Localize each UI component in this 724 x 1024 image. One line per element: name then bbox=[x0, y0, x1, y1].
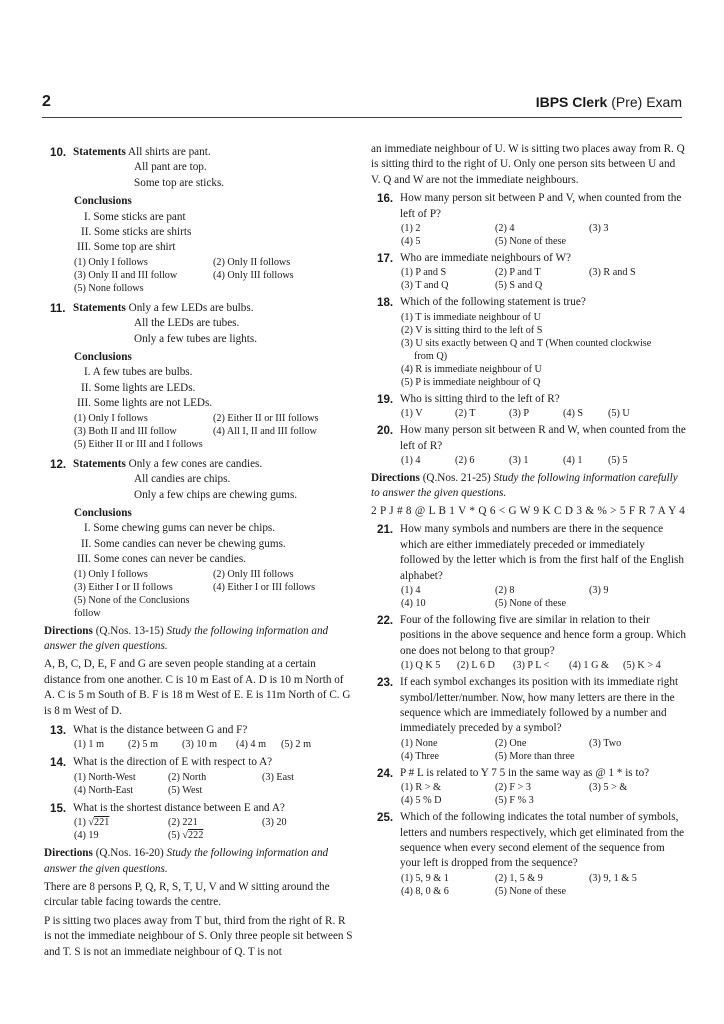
question-23 bbox=[371, 675, 686, 763]
question-text: How many symbols and numbers are there in the sequence which are either immediately preceded or immediately followed by the letter which is from the first half of the English alphabet? bbox=[400, 523, 684, 582]
option[interactable]: (1) P and S bbox=[401, 267, 447, 279]
option[interactable]: (1) None bbox=[401, 737, 438, 749]
option[interactable]: (3) P L < bbox=[513, 660, 550, 672]
option[interactable]: (5) √222 bbox=[168, 830, 204, 842]
option[interactable]: (5) S and Q bbox=[495, 280, 543, 292]
option[interactable]: (2) Only III follows bbox=[213, 568, 294, 580]
left-column bbox=[44, 142, 354, 960]
option[interactable]: (5) P is immediate neighbour of Q bbox=[401, 376, 541, 388]
option[interactable]: (3) 9 bbox=[589, 584, 609, 596]
answer-options bbox=[401, 584, 686, 610]
book-title-bold: IBPS Clerk bbox=[535, 94, 608, 110]
question-number: 19. bbox=[377, 392, 394, 406]
option[interactable]: (1) √221 bbox=[74, 817, 110, 829]
question-13 bbox=[44, 723, 354, 751]
answer-options bbox=[74, 256, 354, 295]
answer-options bbox=[401, 454, 686, 467]
option[interactable]: (4) Three bbox=[401, 750, 439, 762]
option[interactable]: (5) 5 bbox=[608, 455, 628, 467]
option[interactable]: (2) P and T bbox=[495, 267, 541, 279]
question-text: Four of the following five are similar in relation to their positions in the above sequence and hence form a group. Which one does not belong to that group? bbox=[400, 613, 686, 657]
header-rule bbox=[42, 117, 682, 118]
question-number: 21. bbox=[377, 523, 394, 537]
option[interactable]: (4) 1 G & bbox=[569, 660, 609, 672]
option[interactable]: (5) More than three bbox=[495, 750, 575, 762]
option[interactable]: (3) R and S bbox=[589, 267, 636, 279]
statements: Statements Only a few cones are candies. bbox=[73, 457, 263, 470]
statements: Statements All shirts are pant. bbox=[73, 146, 211, 158]
question-text: Who is sitting third to the left of R? bbox=[400, 392, 560, 405]
answer-options bbox=[401, 266, 686, 292]
answer-options bbox=[401, 737, 686, 763]
option[interactable]: (3) Only II and III follow bbox=[74, 269, 178, 281]
question-number: 10. bbox=[50, 146, 67, 159]
question-number: 23. bbox=[377, 676, 394, 690]
question-number: 11. bbox=[50, 301, 66, 315]
answer-options bbox=[401, 407, 686, 420]
option[interactable]: (5) None of these bbox=[495, 597, 567, 609]
option[interactable]: (1) 1 m bbox=[74, 739, 104, 751]
page-number: 2 bbox=[42, 93, 51, 110]
option[interactable]: (4) North-East bbox=[74, 784, 134, 796]
option[interactable]: (4) 8, 0 & 6 bbox=[401, 885, 449, 897]
conclusion: I. A few tubes are bulbs. bbox=[84, 366, 193, 379]
question-number: 15. bbox=[50, 801, 67, 815]
statement-line: Only a few chips are chewing gums. bbox=[134, 488, 298, 501]
option[interactable]: (3) Either I or II follows bbox=[74, 581, 173, 593]
option[interactable]: (2) V is sitting third to the left of S bbox=[401, 324, 543, 336]
option[interactable]: (4) S bbox=[563, 408, 584, 420]
question-22 bbox=[371, 613, 686, 672]
option[interactable]: (4) Either I or III follows bbox=[213, 581, 316, 593]
right-column bbox=[371, 142, 686, 898]
option[interactable]: (5) K > 4 bbox=[623, 660, 661, 672]
passage: A, B, C, D, E, F and G are seven people standing at a certain distance from one another. C is 10 m East of A. D is 10 m North of A. C is 5 m South of B. F is 18 m West of E. E is 11m North of C. G is 8 m West of D. bbox=[44, 658, 351, 717]
page-header bbox=[42, 93, 682, 115]
option[interactable]: (5) None of these bbox=[495, 885, 567, 897]
question-number: 20. bbox=[377, 424, 394, 438]
conclusion: III. Some lights are not LEDs. bbox=[77, 397, 213, 410]
option[interactable]: (3) 9, 1 & 5 bbox=[589, 872, 637, 884]
question-number: 14. bbox=[50, 756, 67, 770]
option[interactable]: (4) 10 bbox=[401, 597, 426, 609]
question-number: 22. bbox=[377, 613, 394, 627]
option[interactable]: (1) T is immediate neighbour of U bbox=[401, 311, 541, 323]
option[interactable]: (5) None of the Conclusions follow bbox=[74, 594, 190, 619]
conclusion: II. Some sticks are shirts bbox=[81, 226, 192, 239]
answer-options bbox=[401, 781, 686, 807]
question-number: 13. bbox=[50, 723, 67, 737]
question-19 bbox=[371, 392, 686, 420]
statement-line: All candies are chips. bbox=[134, 473, 231, 486]
answer-options bbox=[74, 738, 354, 751]
question-14 bbox=[44, 755, 354, 796]
question-text: How many person sit between R and W, when counted from the left of R? bbox=[400, 424, 686, 452]
question-12 bbox=[44, 457, 354, 620]
answer-options bbox=[401, 872, 686, 898]
option[interactable]: (1) North-West bbox=[74, 771, 136, 783]
option[interactable]: (4) Only III follows bbox=[213, 269, 294, 281]
question-25 bbox=[371, 810, 686, 898]
question-text: How many person sit between P and V, when counted from the left of P? bbox=[400, 192, 682, 220]
question-10 bbox=[44, 145, 354, 295]
conclusions-heading: Conclusions bbox=[74, 506, 132, 519]
option[interactable]: (3) 1 bbox=[509, 455, 529, 467]
conclusion: III. Some cones can never be candies. bbox=[77, 553, 246, 566]
question-number: 17. bbox=[377, 252, 394, 266]
option[interactable]: (3) T and Q bbox=[401, 280, 449, 292]
question-15 bbox=[44, 801, 354, 842]
option[interactable]: (5) None of these bbox=[495, 236, 567, 248]
question-number: 18. bbox=[377, 296, 394, 310]
option[interactable]: (3) 3 bbox=[589, 223, 609, 235]
question-number: 16. bbox=[377, 192, 394, 206]
option[interactable]: (1) R > & bbox=[401, 782, 441, 794]
statement-line: All the LEDs are tubes. bbox=[134, 317, 240, 330]
passage: P is sitting two places away from T but, third from the right of R. R is not the immediate neighbour of S. Only three people sit between S and T. S is not an immediate neighbour of Q. T is not bbox=[44, 914, 353, 958]
statement-line: All pant are top. bbox=[134, 161, 207, 174]
conclusions-heading: Conclusions bbox=[74, 351, 132, 364]
option[interactable]: (4) 5 % D bbox=[401, 795, 442, 807]
option[interactable]: (3) 10 m bbox=[182, 739, 218, 751]
option[interactable]: (1) 4 bbox=[401, 584, 421, 596]
option[interactable]: (2) T bbox=[455, 408, 476, 420]
option[interactable]: (3) 20 bbox=[262, 817, 287, 829]
question-21 bbox=[371, 522, 686, 610]
option[interactable]: (2) 6 bbox=[455, 455, 475, 467]
option[interactable]: (4) 5 bbox=[401, 236, 421, 248]
statement-line: Only a few tubes are lights. bbox=[134, 332, 258, 345]
option[interactable]: (4) R is immediate neighbour of U bbox=[401, 363, 542, 375]
question-11 bbox=[44, 301, 354, 451]
question-text: Which of the following indicates the total number of symbols, letters and numbers respectively, which get eliminated from the sequence when every second element of the sequence from your left is dropped from the sequence? bbox=[400, 811, 685, 870]
option[interactable]: (1) Q K 5 bbox=[401, 660, 441, 672]
option[interactable]: (1) 2 bbox=[401, 223, 421, 235]
question-text: What is the distance between G and F? bbox=[73, 723, 248, 736]
option[interactable]: (2) North bbox=[168, 771, 207, 783]
option[interactable]: (1) 5, 9 & 1 bbox=[401, 872, 449, 884]
option[interactable]: (5) None follows bbox=[74, 282, 144, 294]
option[interactable]: (2) 4 bbox=[495, 223, 515, 235]
option[interactable]: (5) 2 m bbox=[281, 739, 311, 751]
book-title bbox=[536, 94, 682, 110]
question-number: 12. bbox=[50, 457, 67, 471]
question-number: 25. bbox=[377, 811, 394, 825]
option[interactable]: (3) East bbox=[262, 771, 294, 783]
option[interactable]: (2) L 6 D bbox=[457, 660, 495, 672]
option[interactable]: (5) U bbox=[608, 408, 630, 420]
option[interactable]: (3) Both II and III follow bbox=[74, 425, 177, 437]
option[interactable]: (4) 4 m bbox=[236, 739, 266, 751]
option[interactable]: (3) Two bbox=[589, 737, 622, 749]
question-text: P # L is related to Y 7 5 in the same way as @ 1 * is to? bbox=[400, 766, 650, 779]
question-text: Which of the following statement is true? bbox=[400, 296, 586, 309]
option[interactable]: (3) U sits exactly between Q and T (When counted clockwise from Q) bbox=[401, 337, 652, 362]
option[interactable]: (4) 1 bbox=[563, 455, 583, 467]
question-18 bbox=[371, 295, 686, 388]
question-20 bbox=[371, 423, 686, 467]
option[interactable]: (5) F % 3 bbox=[495, 795, 534, 807]
conclusion: I. Some chewing gums can never be chips. bbox=[84, 522, 276, 535]
option[interactable]: (4) 19 bbox=[74, 830, 99, 842]
answer-options bbox=[74, 816, 354, 842]
question-text: What is the shortest distance between E and A? bbox=[73, 801, 285, 814]
option[interactable]: (1) 4 bbox=[401, 455, 421, 467]
statements: Statements Only a few LEDs are bulbs. bbox=[73, 301, 254, 314]
question-number: 24. bbox=[377, 766, 394, 780]
answer-options bbox=[74, 771, 354, 797]
directions-13-15: Directions (Q.Nos. 13-15) Study the following information and answer the given questions. bbox=[44, 624, 329, 652]
question-text: Who are immediate neighbours of W? bbox=[400, 252, 571, 265]
option[interactable]: (1) V bbox=[401, 408, 423, 420]
conclusion: III. Some top are shirt bbox=[77, 241, 176, 254]
option[interactable]: (2) F > 3 bbox=[495, 782, 532, 794]
answer-options bbox=[401, 659, 686, 672]
question-24 bbox=[371, 766, 686, 807]
answer-options bbox=[401, 311, 686, 389]
symbol-sequence: 2 P J # 8 @ L B 1 V * Q 6 < G W 9 K C D 3 & % > 5 F R 7 A Y 4 bbox=[371, 504, 686, 517]
question-17 bbox=[371, 251, 686, 292]
option[interactable]: (1) Only I follows bbox=[74, 412, 148, 424]
option[interactable]: (4) All I, II and III follow bbox=[213, 425, 317, 437]
conclusion: II. Some lights are LEDs. bbox=[81, 381, 196, 394]
passage-continued: an immediate neighbour of U. W is sitting two places away from R. Q is sitting third to the right of U. Only one person sits between U and V. Q and W are not the immediate neighbours. bbox=[371, 143, 685, 186]
option[interactable]: (1) Only I follows bbox=[74, 256, 148, 268]
option[interactable]: (2) Only II follows bbox=[213, 256, 291, 268]
option[interactable]: (2) 8 bbox=[495, 584, 515, 596]
book-title-rest: (Pre) Exam bbox=[607, 94, 682, 110]
option[interactable]: (2) 1, 5 & 9 bbox=[495, 872, 543, 884]
question-16 bbox=[371, 191, 686, 248]
option[interactable]: (2) 5 m bbox=[128, 739, 158, 751]
directions-16-20: Directions (Q.Nos. 16-20) Study the following information and answer the given questions. bbox=[44, 847, 329, 875]
option[interactable]: (5) Either II or III and I follows bbox=[74, 438, 203, 450]
option[interactable]: (5) West bbox=[168, 784, 203, 796]
answer-options bbox=[74, 412, 354, 451]
option[interactable]: (2) 221 bbox=[168, 817, 198, 829]
option[interactable]: (3) P bbox=[509, 408, 530, 420]
option[interactable]: (1) Only I follows bbox=[74, 568, 148, 580]
question-text: If each symbol exchanges its position with its immediate right symbol/letter/number. Now, how many letters are there in the sequence which are immediately followed by a number and immediately preceded by a symbol? bbox=[400, 676, 679, 735]
statement-line: Some top are sticks. bbox=[134, 176, 225, 189]
question-text: What is the direction of E with respect to A? bbox=[73, 756, 273, 769]
option[interactable]: (2) Either II or III follows bbox=[213, 412, 319, 424]
conclusion: II. Some candies can never be chewing gums. bbox=[81, 537, 286, 550]
conclusion: I. Some sticks are pant bbox=[84, 210, 186, 223]
answer-options bbox=[74, 568, 354, 620]
conclusions-heading: Conclusions bbox=[74, 195, 132, 208]
option[interactable]: (3) 5 > & bbox=[589, 782, 628, 794]
answer-options bbox=[401, 222, 686, 248]
directions-21-25: Directions (Q.Nos. 21-25) Study the following information carefully to answer the given questions. bbox=[371, 472, 678, 500]
passage: There are 8 persons P, Q, R, S, T, U, V and W sitting around the circular table facing towards the centre. bbox=[44, 881, 330, 909]
option[interactable]: (2) One bbox=[495, 737, 527, 749]
